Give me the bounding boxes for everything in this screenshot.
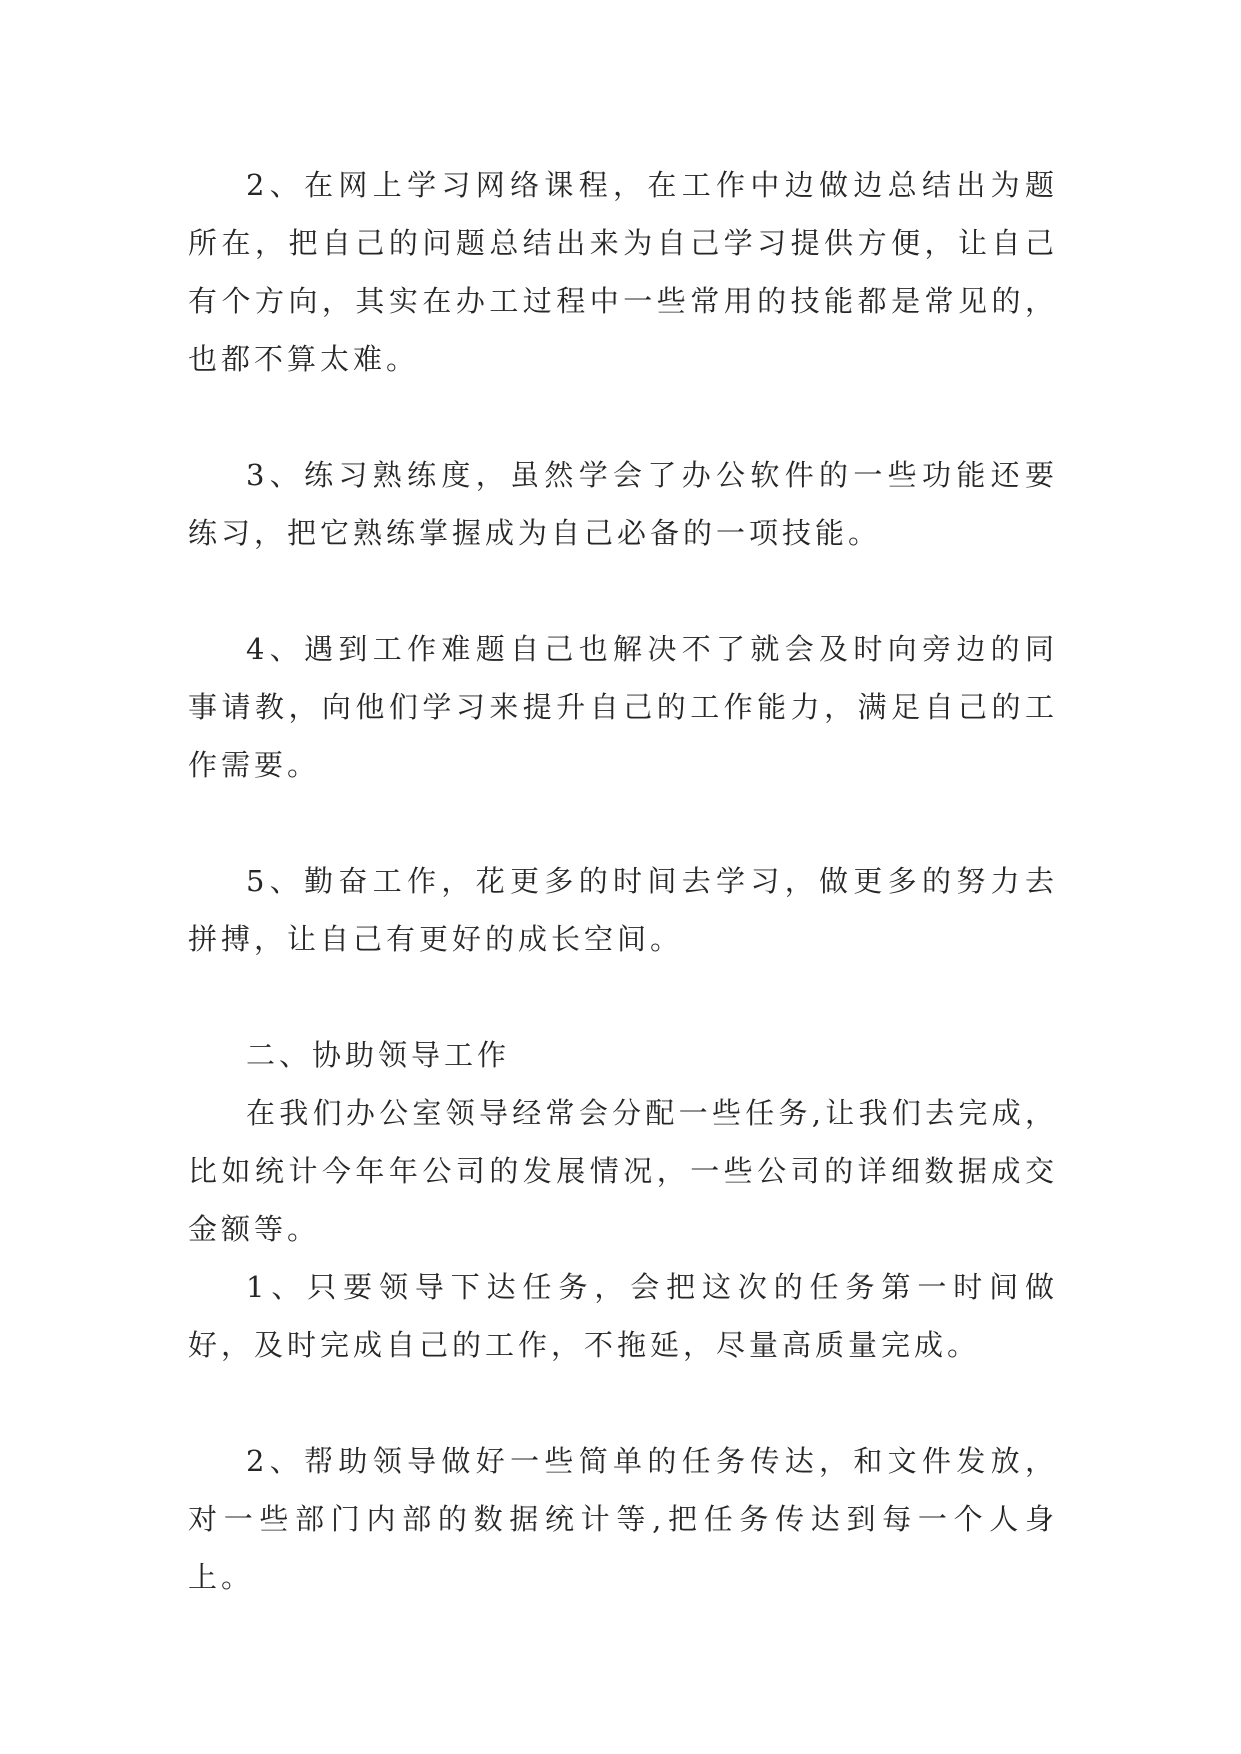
section-heading-assist-leader: 二、协助领导工作 [246,1038,511,1072]
paragraph-learn-online: 2、在网上学习网络课程，在工作中边做边总结出为题所在，把自己的问题总结出来为自己学习提供方便，让自己有个方向，其实在办工过程中一些常用的技能都是常见的，也都不算太难。 [188,168,1058,376]
paragraph-ask-colleagues: 4、遇到工作难题自己也解决不了就会及时向旁边的同事请教，向他们学习来提升自己的工作能力，满足自己的工作需要。 [188,632,1058,782]
paragraph-complete-tasks: 1、只要领导下达任务，会把这次的任务第一时间做好，及时完成自己的工作，不拖延，尽量高质量完成。 [188,1270,1058,1362]
paragraph-assign-tasks: 在我们办公室领导经常会分配一些任务,让我们去完成，比如统计今年年公司的发展情况，一些公司的详细数据成交金额等。 [188,1096,1058,1246]
paragraph-relay-tasks: 2、帮助领导做好一些简单的任务传达，和文件发放，对一些部门内部的数据统计等,把任务传达到每一个人身上。 [188,1444,1058,1594]
paragraph-work-hard: 5、勤奋工作，花更多的时间去学习，做更多的努力去拼搏，让自己有更好的成长空间。 [188,864,1058,956]
paragraph-practice: 3、练习熟练度，虽然学会了办公软件的一些功能还要练习，把它熟练掌握成为自己必备的一项技能。 [188,458,1058,550]
